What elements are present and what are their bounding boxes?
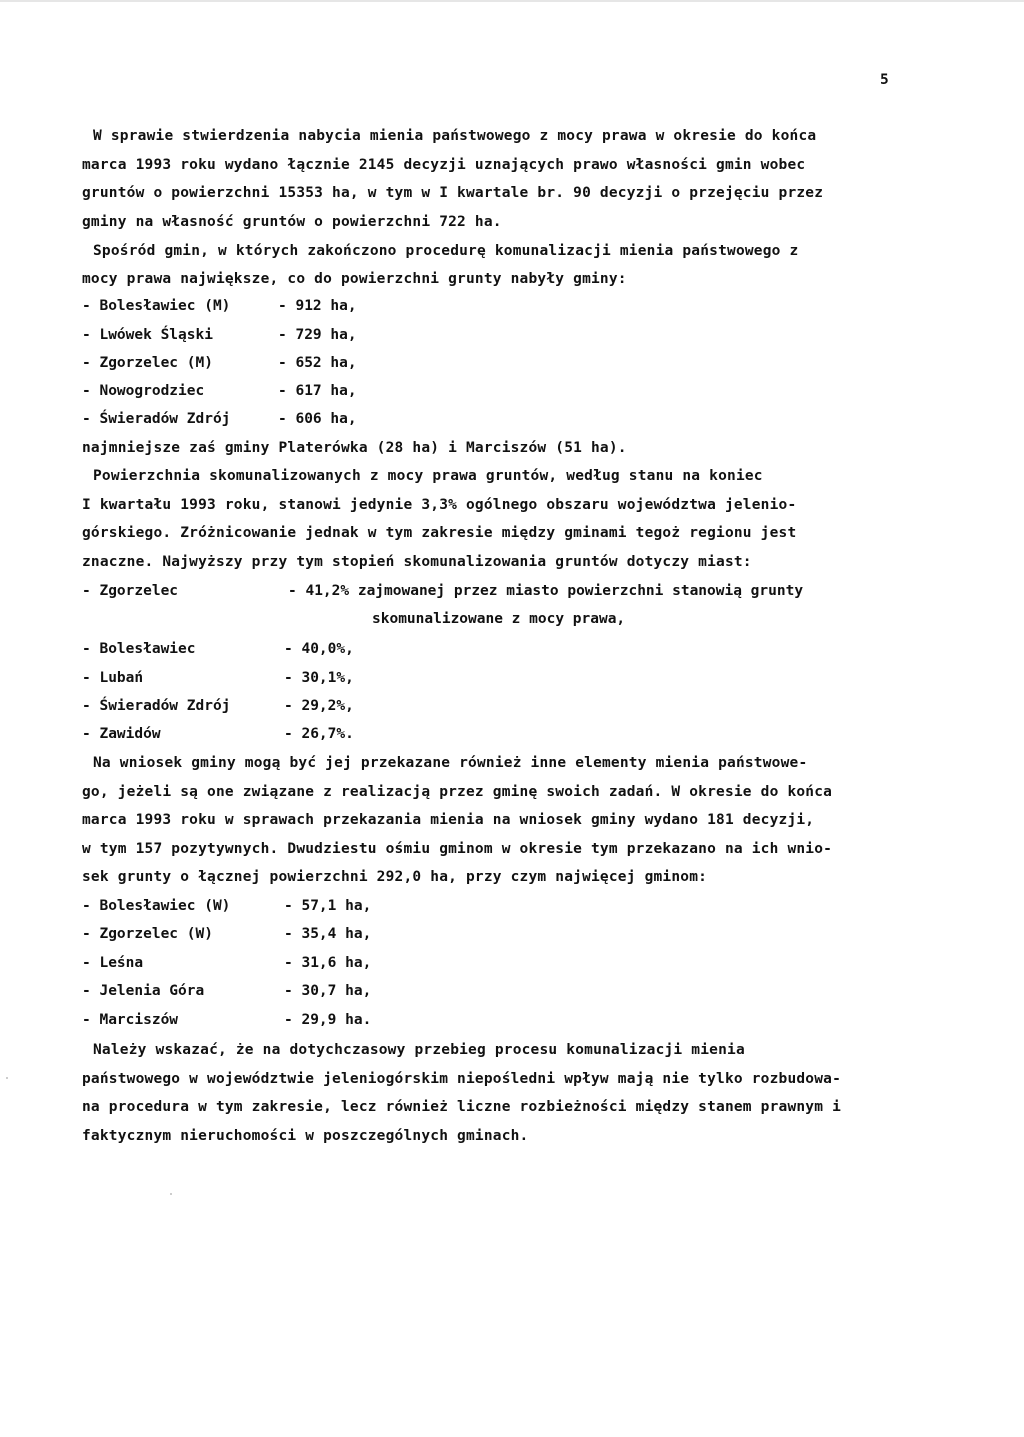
paragraph1-line: marca 1993 roku wydano łącznie 2145 decyzji uznających prawo własności gmin wobec bbox=[82, 157, 806, 173]
paragraph4-line: sek grunty o łącznej powierzchni 292,0 ha, przy czym najwięcej gminom: bbox=[82, 869, 708, 885]
list2-item-label: - Bolesławiec bbox=[82, 641, 196, 657]
list2-item-value: - 40,0%, bbox=[284, 641, 354, 657]
paragraph3-line: górskiego. Zróżnicowanie jednak w tym zakresie między gminami tegoż regionu jest bbox=[82, 525, 797, 541]
list2-item-label: - Zawidów bbox=[82, 726, 161, 742]
list1-item-label: - Nowogrodziec bbox=[82, 383, 205, 399]
page-number: 5 bbox=[880, 72, 889, 88]
list2-item-value: - 26,7%. bbox=[284, 726, 354, 742]
scan-speck bbox=[170, 1193, 172, 1195]
list3-item-value: - 30,7 ha, bbox=[284, 983, 372, 999]
paragraph4-line: marca 1993 roku w sprawach przekazania mienia na wniosek gminy wydano 181 decyzji, bbox=[82, 812, 815, 828]
paragraph5-line: Należy wskazać, że na dotychczasowy przebieg procesu komunalizacji mienia bbox=[93, 1042, 745, 1058]
paragraph1-line: W sprawie stwierdzenia nabycia mienia państwowego z mocy prawa w okresie do końca bbox=[93, 128, 817, 144]
list1-item-value: - 729 ha, bbox=[278, 327, 357, 343]
list3-item-value: - 29,9 ha. bbox=[284, 1012, 372, 1028]
list2-item-label: - Lubań bbox=[82, 670, 144, 686]
list3-item-label: - Zgorzelec (W) bbox=[82, 926, 213, 942]
list1-item-label: - Zgorzelec (M) bbox=[82, 355, 213, 371]
paragraph1-line: gminy na własność gruntów o powierzchni 722 ha. bbox=[82, 214, 502, 230]
paragraph3-line: znaczne. Najwyższy przy tym stopień skomunalizowania gruntów dotyczy miast: bbox=[82, 554, 752, 570]
list3-item-label: - Marciszów bbox=[82, 1012, 179, 1028]
list3-item-value: - 31,6 ha, bbox=[284, 955, 372, 971]
paragraph4-line: go, jeżeli są one związane z realizacją przez gminę swoich zadań. W okresie do końca bbox=[82, 784, 833, 800]
paragraph4-line: w tym 157 pozytywnych. Dwudziestu ośmiu gminom w okresie tym przekazano na ich wnio- bbox=[82, 841, 833, 857]
list1-item-value: - 652 ha, bbox=[278, 355, 357, 371]
list3-item-value: - 35,4 ha, bbox=[284, 926, 372, 942]
paragraph4-line: Na wniosek gminy mogą być jej przekazane również inne elementy mienia państwowe- bbox=[93, 755, 808, 771]
paragraph3-line: I kwartału 1993 roku, stanowi jedynie 3,3% ogólnego obszaru województwa jelenio- bbox=[82, 497, 797, 513]
list3-item-value: - 57,1 ha, bbox=[284, 898, 372, 914]
paragraph5-line: na procedura w tym zakresie, lecz również liczne rozbieżności między stanem prawnym i bbox=[82, 1099, 842, 1115]
list2-first-label: - Zgorzelec bbox=[82, 583, 179, 599]
scan-speck bbox=[6, 1077, 8, 1079]
paragraph2-line: mocy prawa największe, co do powierzchni grunty nabyły gminy: bbox=[82, 271, 627, 287]
paragraph5-line: faktycznym nieruchomości w poszczególnych gminach. bbox=[82, 1128, 529, 1144]
list3-item-label: - Jelenia Góra bbox=[82, 983, 205, 999]
list3-item-label: - Bolesławiec (W) bbox=[82, 898, 231, 914]
paragraph3-line: Powierzchnia skomunalizowanych z mocy prawa gruntów, według stanu na koniec bbox=[93, 468, 763, 484]
list1-item-value: - 606 ha, bbox=[278, 411, 357, 427]
list1-item-label: - Bolesławiec (M) bbox=[82, 298, 231, 314]
list1-tail: najmniejsze zaś gminy Platerówka (28 ha) i Marciszów (51 ha). bbox=[82, 440, 627, 456]
list2-item-value: - 30,1%, bbox=[284, 670, 354, 686]
paragraph2-line: Spośród gmin, w których zakończono procedurę komunalizacji mienia państwowego z bbox=[93, 243, 799, 259]
list2-first-value: - 41,2% zajmowanej przez miasto powierzchni stanowią grunty bbox=[288, 583, 804, 599]
scan-top-edge bbox=[0, 0, 1024, 2]
list1-item-label: - Lwówek Śląski bbox=[82, 327, 213, 343]
paragraph1-line: gruntów o powierzchni 15353 ha, w tym w I kwartale br. 90 decyzji o przejęciu przez bbox=[82, 185, 824, 201]
list2-item-label: - Świeradów Zdrój bbox=[82, 698, 231, 714]
list1-item-value: - 912 ha, bbox=[278, 298, 357, 314]
paragraph5-line: państwowego w województwie jeleniogórskim niepośledni wpływ mają nie tylko rozbudowa- bbox=[82, 1071, 842, 1087]
list2-item-value: - 29,2%, bbox=[284, 698, 354, 714]
list1-item-label: - Świeradów Zdrój bbox=[82, 411, 231, 427]
list3-item-label: - Leśna bbox=[82, 955, 144, 971]
list2-first-value-cont: skomunalizowane z mocy prawa, bbox=[372, 611, 626, 627]
list1-item-value: - 617 ha, bbox=[278, 383, 357, 399]
